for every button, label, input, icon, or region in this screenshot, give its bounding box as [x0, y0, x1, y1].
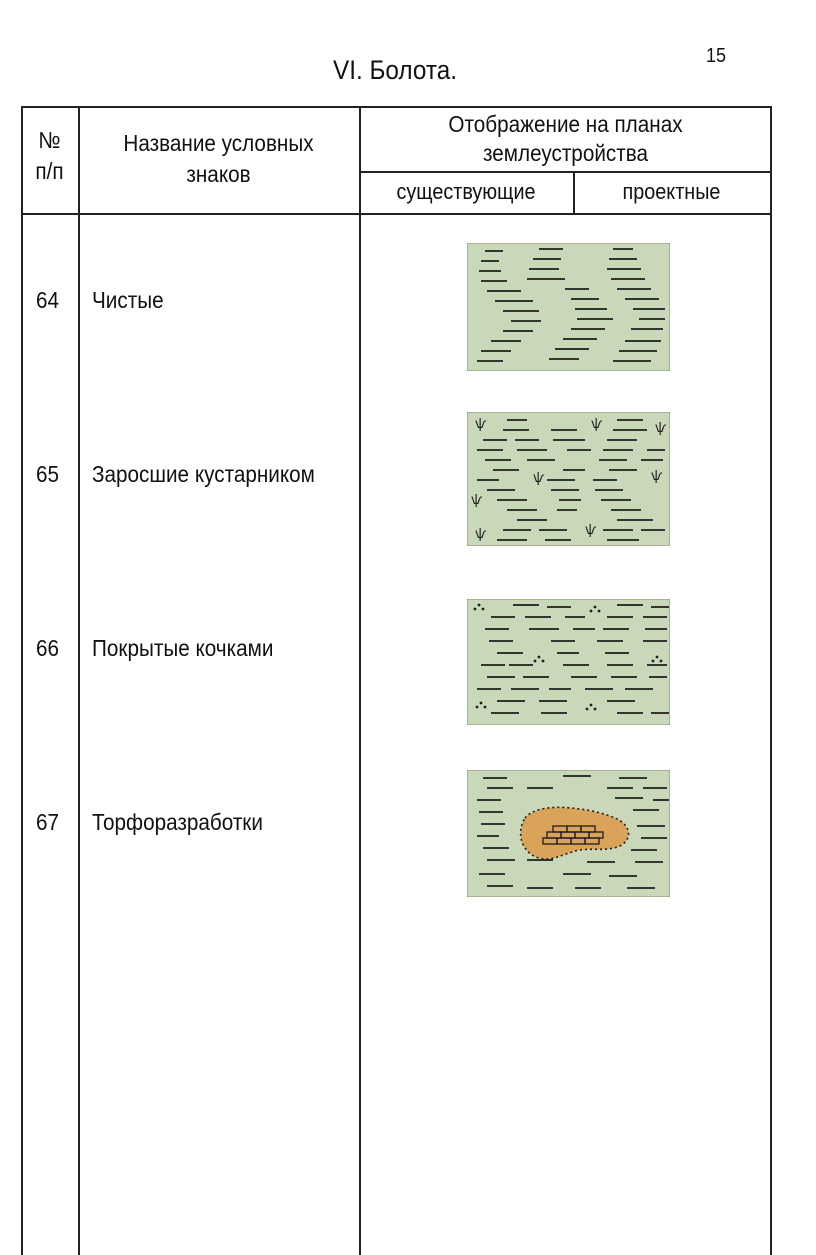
row-number: 65 [36, 461, 60, 487]
swamp-hummock-symbol [467, 599, 670, 725]
svg-text:ѱ: ѱ [655, 421, 667, 436]
page-number: 15 [706, 45, 727, 67]
header-name: Название условных знаков [123, 130, 314, 187]
swamp-clean-symbol [467, 243, 670, 371]
row-number: 67 [36, 809, 60, 835]
table-divider-name [359, 106, 361, 1255]
row-name: Покрытые кочками [92, 635, 274, 661]
table-header-bottom [21, 213, 772, 215]
page-title: VI. Болота. [333, 55, 457, 85]
svg-text:ѱ: ѱ [475, 417, 487, 432]
svg-text:ѱ: ѱ [533, 471, 545, 486]
row-name: Торфоразработки [92, 809, 263, 835]
table-divider-display [573, 171, 575, 213]
table-divider-num [78, 106, 80, 1255]
svg-text:ѱ: ѱ [475, 527, 487, 542]
table-header-split [359, 171, 772, 173]
row-name: Чистые [92, 287, 164, 313]
svg-text:ѱ: ѱ [585, 523, 597, 538]
table-border-right [770, 106, 772, 1255]
swamp-bush-symbol [467, 412, 670, 546]
table-border-top [21, 106, 772, 108]
header-existing: существующие [396, 179, 536, 204]
svg-text:ѱ: ѱ [651, 469, 663, 484]
peat-extraction-symbol [467, 770, 670, 897]
header-display: Отображение на планах землеустройства [448, 111, 683, 166]
table-border-left [21, 106, 23, 1255]
row-name: Заросшие кустарником [92, 461, 315, 487]
row-number: 64 [36, 287, 60, 313]
svg-text:ѱ: ѱ [471, 493, 483, 508]
row-number: 66 [36, 635, 60, 661]
header-projected: проектные [622, 179, 721, 204]
svg-text:ѱ: ѱ [591, 417, 603, 432]
header-num: № п/п [35, 127, 64, 184]
